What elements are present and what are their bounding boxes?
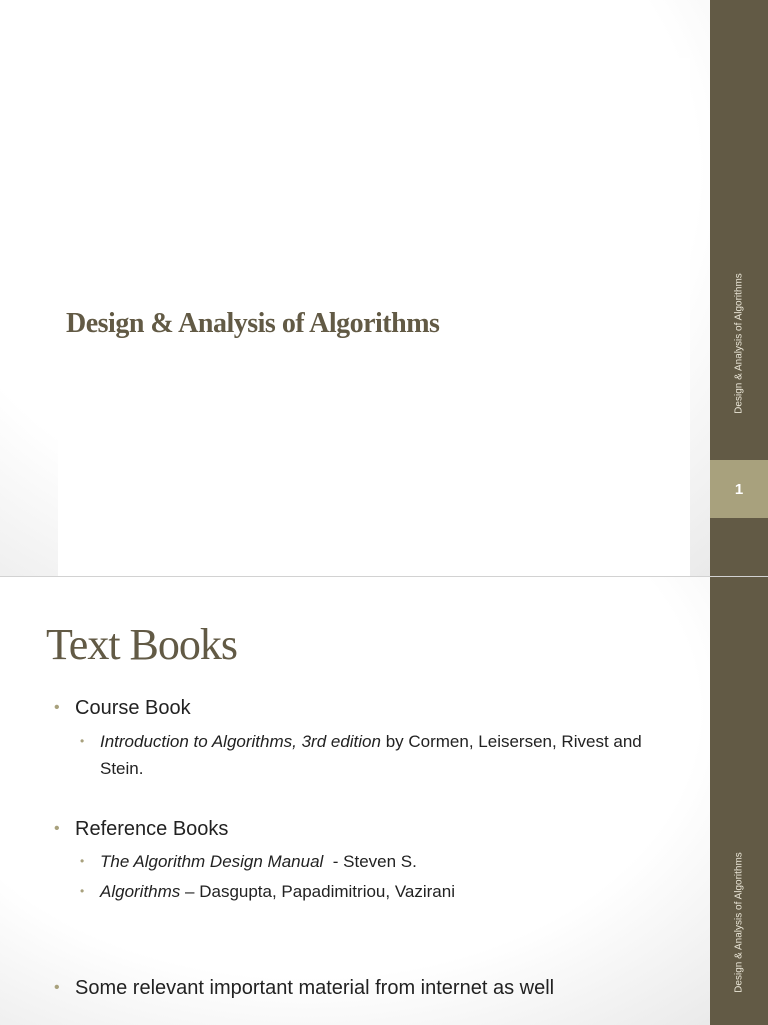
bullet-text: Reference Books [75,818,229,840]
bullet-icon: • [80,884,85,898]
sub-bullet-design-manual [82,848,642,875]
sub-bullet-clrs [82,728,642,782]
slide-1-sidebar-text: Design & Analysis of Algorithms [733,273,745,414]
slide-1-title: Design & Analysis of Algorithms [66,308,440,339]
book-title: The Algorithm Design Manual [100,852,324,871]
sub-bullet-text [100,878,642,905]
sub-bullet-text [100,728,642,782]
slide-1-page-number: 1 [710,460,768,518]
book-authors: - Steven S. [323,852,417,871]
slide-1-sidebar [710,0,768,576]
slide-2-sidebar [710,577,768,1025]
sub-bullet-dasgupta [82,878,642,905]
bullet-course-book [54,697,191,720]
bullet-icon: • [54,979,60,996]
book-authors: by Cormen, Leisersen, Rivest and Stein. [100,732,642,778]
bullet-icon: • [80,854,85,868]
bullet-internet-material [54,977,555,1000]
book-authors: – Dasgupta, Papadimitriou, Vazirani [180,882,455,901]
bullet-icon: • [54,699,60,716]
bullet-reference-books [54,818,229,841]
bullet-text: Some relevant important material from internet as well [75,977,555,999]
bullet-icon: • [80,734,85,748]
bullet-text: Course Book [75,697,191,719]
slide-2-sidebar-text: Design & Analysis of Algorithms [733,852,745,993]
book-title: Algorithms [100,882,181,901]
book-title: Introduction to Algorithms, 3rd edition [100,732,381,751]
bullet-icon: • [54,820,60,837]
slide-2-title: Text Books [46,620,238,669]
slide-2 [0,576,768,1025]
sub-bullet-text [100,848,642,875]
